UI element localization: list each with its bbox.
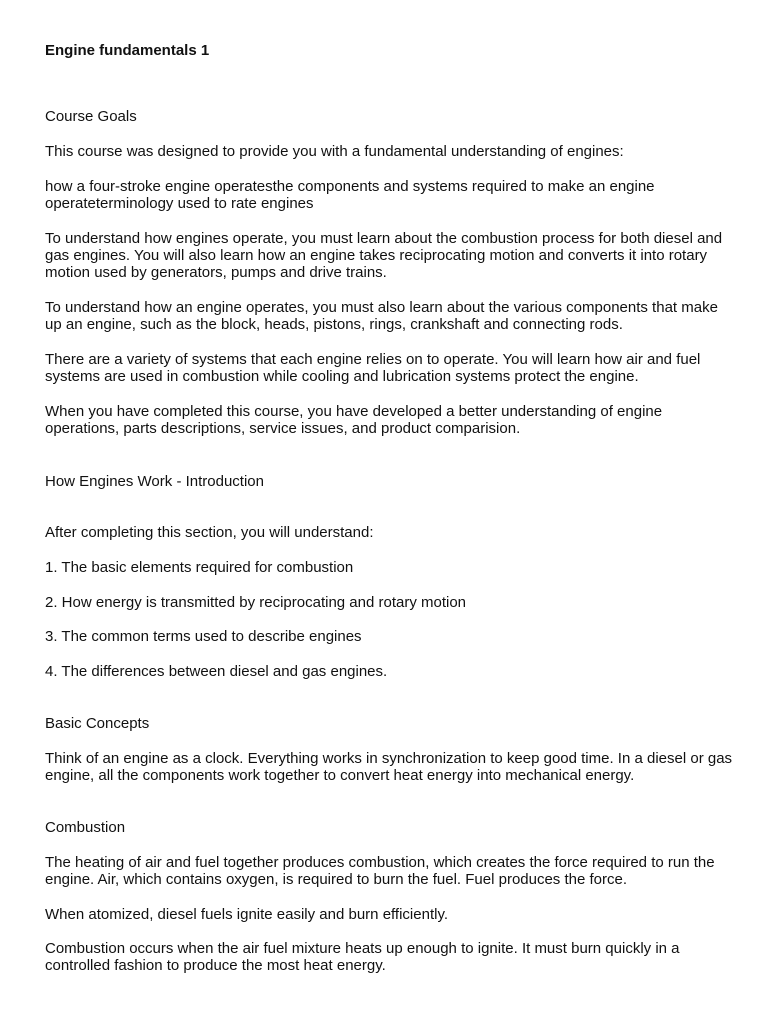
combustion-paragraph-3: Combustion occurs when the air fuel mixture heats up enough to ignite. It must burn quickly in a controlled fashion to produce the most heat energy. xyxy=(45,940,680,974)
goals-list-paragraph: how a four-stroke engine operatesthe components and systems required to make an engine operateterminology used to rate engines xyxy=(45,178,655,212)
document-title: Engine fundamentals 1 xyxy=(45,42,210,59)
list-item: 2. How energy is transmitted by reciprocating and rotary motion xyxy=(45,594,467,611)
basic-concepts-heading: Basic Concepts xyxy=(45,715,150,732)
list-item: 3. The common terms used to describe engines xyxy=(45,628,362,645)
paragraph-engine-components: To understand how an engine operates, you must also learn about the various components that make up an engine, such as the block, heads, pistons, rings, crankshaft and connecting rods. xyxy=(45,299,718,333)
combustion-paragraph-2: When atomized, diesel fuels ignite easily and burn efficiently. xyxy=(45,906,449,923)
basic-concepts-paragraph: Think of an engine as a clock. Everything works in synchronization to keep good time. In a diesel or gas engine, all the components work together to convert heat energy into mechanical energy. xyxy=(45,750,733,784)
paragraph-combustion-process: To understand how engines operate, you must learn about the combustion process for both diesel and gas engines. You will also learn how an engine takes reciprocating motion and converts it into rotary motion used by generators, pumps and drive trains. xyxy=(45,230,723,281)
combustion-heading: Combustion xyxy=(45,819,126,836)
how-engines-work-heading: How Engines Work - Introduction xyxy=(45,473,264,490)
list-item: 4. The differences between diesel and gas engines. xyxy=(45,663,388,680)
combustion-paragraph-1: The heating of air and fuel together produces combustion, which creates the force required to run the engine. Air, which contains oxygen, is required to burn the fuel. Fuel produces the force. xyxy=(45,854,715,888)
list-item: 1. The basic elements required for combustion xyxy=(45,559,354,576)
paragraph-engine-systems: There are a variety of systems that each engine relies on to operate. You will learn how air and fuel systems are used in combustion while cooling and lubrication systems protect the engine. xyxy=(45,351,701,385)
after-completing-paragraph: After completing this section, you will understand: xyxy=(45,524,374,541)
course-goals-heading: Course Goals xyxy=(45,108,137,125)
intro-paragraph: This course was designed to provide you with a fundamental understanding of engines: xyxy=(45,143,624,160)
paragraph-course-completion: When you have completed this course, you have developed a better understanding of engine operations, parts descriptions, service issues, and product comparision. xyxy=(45,403,663,437)
